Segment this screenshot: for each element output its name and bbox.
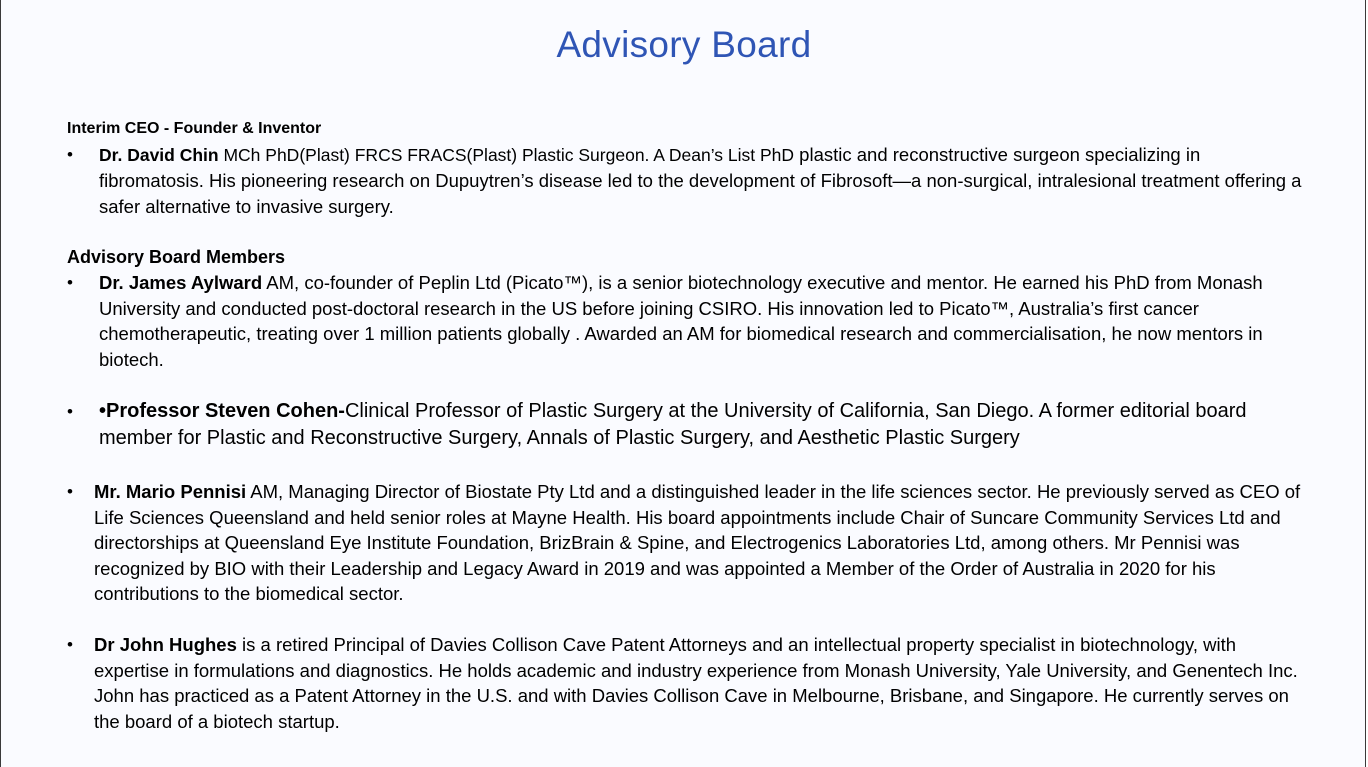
member-entry-text [99,398,1309,452]
ceo-entry [67,142,1309,220]
ceo-section-heading: Interim CEO - Founder & Inventor [67,120,322,137]
bullet-marker: • [67,635,73,654]
member-entry-pennisi [67,479,1309,607]
bullet-marker: • [67,273,73,292]
member-description: Clinical Professor of Plastic Surgery at the University of California, San Diego. A former editorial board member for Plastic and Reconstructive Surgery, Annals of Plastic Surgery, and Aesthetic Plastic Surgery [99,400,1247,449]
bullet-marker: • [67,402,73,421]
ceo-description: plastic and reconstructive surgeon specializing in fibromatosis. His pioneering research on Dupuytren’s disease led to the development of Fibrosoft—a non-surgical, intralesional treatment offering a safer alternative to invasive surgery. [99,144,1302,217]
member-entry-text [94,479,1309,607]
ceo-name: Dr. David Chin [99,145,219,165]
inner-bullet-marker: • [99,400,107,422]
member-description: is a retired Principal of Davies Collison Cave Patent Attorneys and an intellectual property specialist in biotechnology, with expertise in formulations and diagnostics. He holds academic and industry experience from Monash University, Yale University, and Genentech Inc. John has practiced as a Patent Attorney in the U.S. and with Davies Collison Cave in Melbourne, Brisbane, and Singapore. He currently serves on the board of a biotech startup. [94,634,1298,732]
member-entry-cohen [67,398,1309,452]
ceo-entry-text [99,142,1309,220]
member-entry-aylward [67,270,1309,372]
member-name: Professor Steven Cohen- [106,400,345,422]
member-entry-text [99,270,1309,372]
member-entry-text [94,632,1309,734]
bullet-marker: • [67,145,73,164]
member-name: Dr John Hughes [94,634,237,655]
members-section-heading: Advisory Board Members [67,247,286,267]
member-description: AM, Managing Director of Biostate Pty Ltd and a distinguished leader in the life sciences sector. He previously served as CEO of Life Sciences Queensland and held senior roles at Mayne Health. His board appointments include Chair of Suncare Community Services Ltd and directorships at Queensland Eye Institute Foundation, BrizBrain & Spine, and Electrogenics Laboratories Ltd, among others. Mr Pennisi was recognized by BIO with their Leadership and Legacy Award in 2019 and was appointed a Member of the Order of Australia in 2020 for his contributions to the biomedical sector. [94,481,1301,604]
page-title: Advisory Board [556,24,812,65]
member-description: AM, co-founder of Peplin Ltd (Picato™), is a senior biotechnology executive and mentor. He earned his PhD from Monash University and conducted post-doctoral research in the US before joining CSIRO. His innovation led to Picato™, Australia’s first cancer chemotherapeutic, treating over 1 million patients globally . Awarded an AM for biomedical research and commercialisation, he now mentors in biotech. [99,272,1263,370]
ceo-credentials: MCh PhD(Plast) FRCS FRACS(Plast) Plastic Surgeon. A Dean’s List PhD [218,145,795,165]
bullet-marker: • [67,482,73,501]
member-name: Dr. James Aylward [99,272,263,293]
member-name: Mr. Mario Pennisi [94,481,247,502]
member-entry-hughes [67,632,1309,734]
